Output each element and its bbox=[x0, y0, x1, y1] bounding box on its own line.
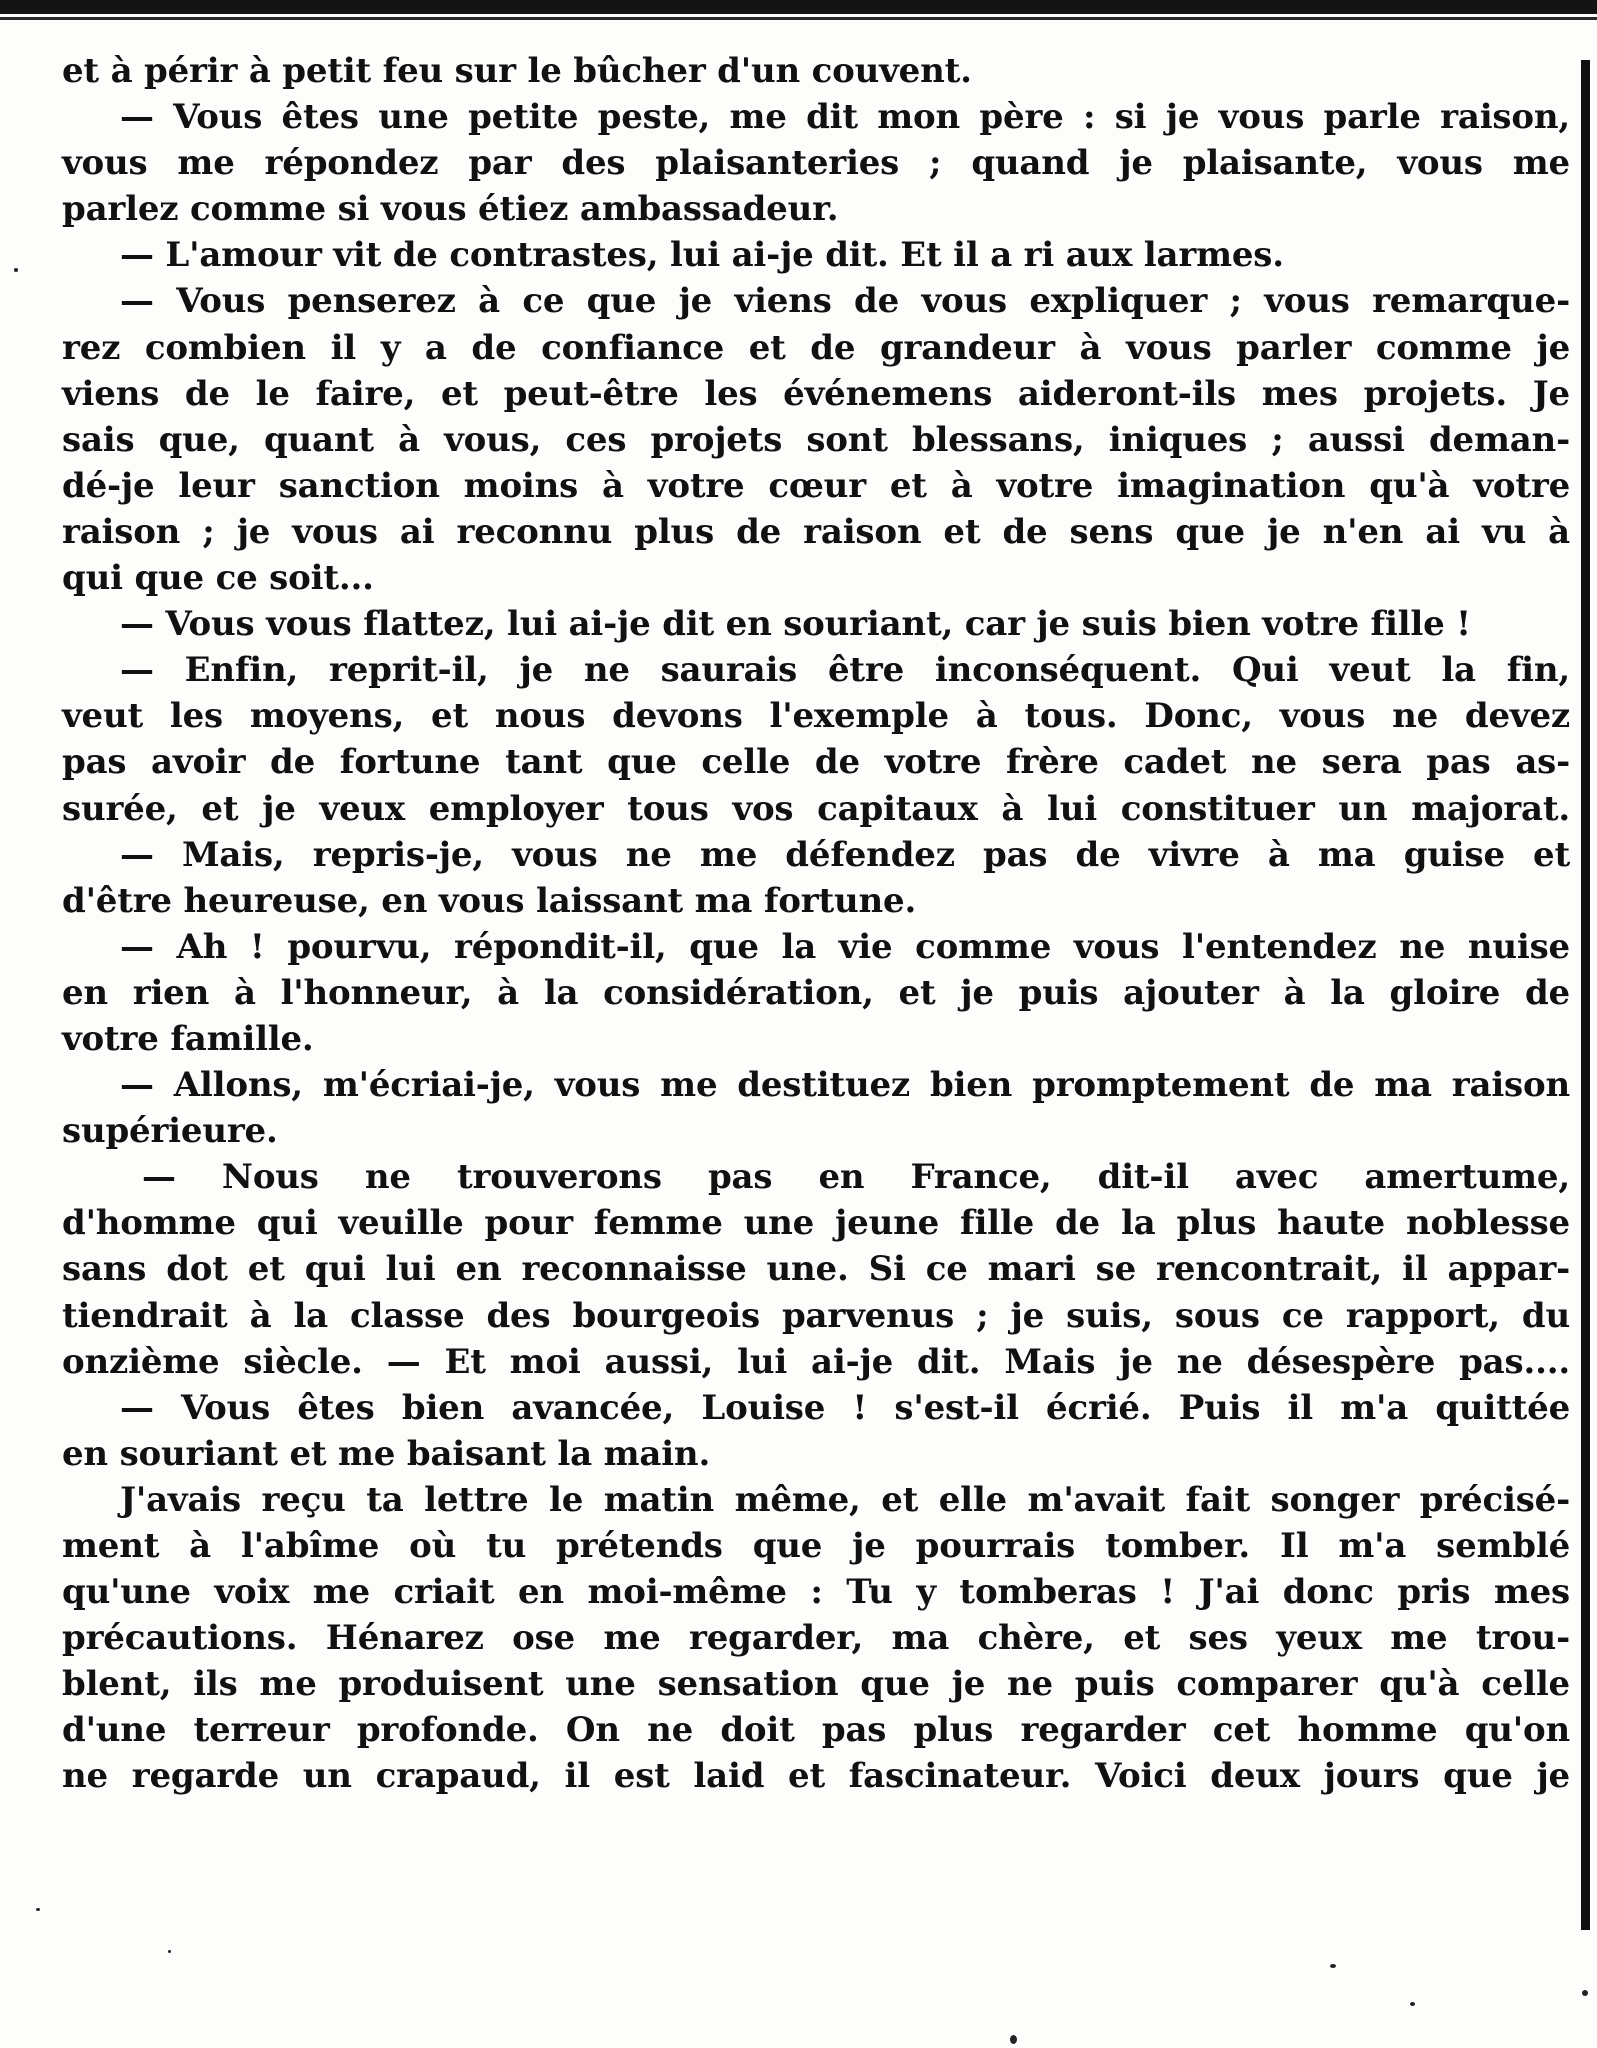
text-line: raison ; je vous ai reconnu plus de raison et de sens que je n'en ai vu à bbox=[62, 511, 1570, 552]
text-line: sais que, quant à vous, ces projets sont blessans, iniques ; aussi deman- bbox=[62, 419, 1570, 460]
text-line: — Vous penserez à ce que je viens de vous expliquer ; vous remarque- bbox=[120, 281, 1570, 322]
text-line: d'être heureuse, en vous laissant ma fortune. bbox=[62, 880, 917, 921]
text-line: et à périr à petit feu sur le bûcher d'un couvent. bbox=[62, 51, 972, 91]
text-line: — Vous vous flattez, lui ai-je dit en souriant, car je suis bien votre fille ! bbox=[120, 604, 1471, 645]
top-rule-thin bbox=[0, 17, 1597, 20]
scan-speck bbox=[1410, 2002, 1415, 2006]
text-line: supérieure. bbox=[62, 1111, 278, 1152]
text-line: — L'amour vit de contrastes, lui ai-je dit. Et il a ri aux larmes. bbox=[120, 235, 1284, 276]
column-rule bbox=[1581, 60, 1590, 1930]
text-line: — Ah ! pourvu, répondit-il, que la vie comme vous l'entendez ne nuise bbox=[120, 926, 1570, 967]
text-line: qui que ce soit... bbox=[62, 558, 374, 599]
text-line: votre famille. bbox=[62, 1018, 314, 1059]
text-line: — Mais, repris-je, vous ne me défendez pas de vivre à ma guise et bbox=[120, 834, 1570, 875]
text-line: ne regarde un crapaud, il est laid et fascinateur. Voici deux jours que je bbox=[62, 1756, 1570, 1797]
text-line: surée, et je veux employer tous vos capitaux à lui constituer un majorat. bbox=[62, 788, 1570, 829]
scan-speck bbox=[1582, 1990, 1588, 1996]
text-line: — Nous ne trouverons pas en France, dit-il avec amertume, bbox=[142, 1157, 1570, 1198]
scan-speck bbox=[168, 1950, 171, 1953]
text-line: en rien à l'honneur, à la considération, et je puis ajouter à la gloire de bbox=[62, 972, 1570, 1013]
text-line: — Enfin, reprit-il, je ne saurais être inconséquent. Qui veut la fin, bbox=[120, 650, 1570, 691]
text-line: parlez comme si vous étiez ambassadeur. bbox=[62, 189, 839, 230]
text-line: — Vous êtes une petite peste, me dit mon père : si je vous parle raison, bbox=[120, 97, 1570, 138]
text-line: viens de le faire, et peut-être les événemens aideront-ils mes projets. Je bbox=[62, 373, 1570, 414]
text-line: précautions. Hénarez ose me regarder, ma chère, et ses yeux me trou- bbox=[62, 1618, 1570, 1659]
text-column bbox=[62, 48, 1570, 1800]
text-line: qu'une voix me criait en moi-même : Tu y tomberas ! J'ai donc pris mes bbox=[62, 1572, 1570, 1613]
text-line: d'une terreur profonde. On ne doit pas plus regarder cet homme qu'on bbox=[62, 1710, 1570, 1751]
text-line: rez combien il y a de confiance et de grandeur à vous parler comme je bbox=[62, 327, 1570, 368]
text-line: ment à l'abîme où tu prétends que je pourrais tomber. Il m'a semblé bbox=[62, 1526, 1570, 1566]
text-line: — Vous êtes bien avancée, Louise ! s'est-il écrié. Puis il m'a quittée bbox=[120, 1387, 1570, 1428]
text-line: dé-je leur sanction moins à votre cœur et à votre imagination qu'à votre bbox=[62, 465, 1570, 506]
scan-speck bbox=[36, 1908, 40, 1911]
text-line: blent, ils me produisent une sensation que je ne puis comparer qu'à celle bbox=[62, 1664, 1570, 1705]
scan-speck bbox=[14, 268, 18, 272]
text-line: d'homme qui veuille pour femme une jeune fille de la plus haute noblesse bbox=[62, 1203, 1570, 1244]
scan-speck bbox=[1010, 2035, 1017, 2044]
text-line: sans dot et qui lui en reconnaisse une. Si ce mari se rencontrait, il appar- bbox=[62, 1249, 1570, 1290]
text-line: onzième siècle. — Et moi aussi, lui ai-je dit. Mais je ne désespère pas.... bbox=[62, 1341, 1570, 1382]
text-line: tiendrait à la classe des bourgeois parvenus ; je suis, sous ce rapport, du bbox=[62, 1295, 1570, 1336]
scan-speck bbox=[1330, 1964, 1336, 1968]
text-line: vous me répondez par des plaisanteries ; quand je plaisante, vous me bbox=[62, 143, 1570, 184]
text-line: J'avais reçu ta lettre le matin même, et elle m'avait fait songer précisé- bbox=[120, 1479, 1570, 1520]
text-line: en souriant et me baisant la main. bbox=[62, 1433, 711, 1474]
text-line: pas avoir de fortune tant que celle de votre frère cadet ne sera pas as- bbox=[62, 742, 1570, 783]
top-rule bbox=[0, 0, 1597, 14]
text-line: — Allons, m'écriai-je, vous me destituez bien promptement de ma raison bbox=[120, 1065, 1570, 1106]
text-line: veut les moyens, et nous devons l'exemple à tous. Donc, vous ne devez bbox=[62, 696, 1570, 737]
